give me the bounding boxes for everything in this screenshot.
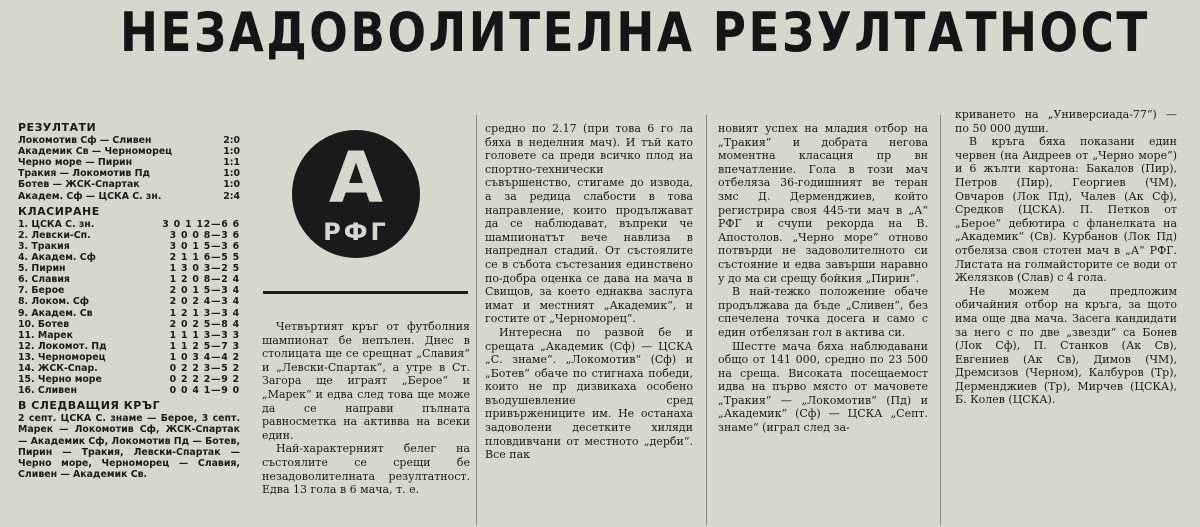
result-teams: Тракия — Локомотив Пд	[18, 168, 151, 180]
standings-row	[18, 374, 240, 385]
standings-table	[18, 219, 240, 397]
column-divider	[476, 115, 477, 525]
standings-row	[18, 252, 240, 263]
standings-row	[18, 285, 240, 296]
standings-team: 13. Черноморец	[18, 351, 106, 363]
next-round-heading: В СЛЕДВАЩИЯ КРЪГ	[18, 399, 161, 413]
article-paragraph: средно по 2.17 (при това 6 го ла бяха в неделния мач). И тъй като головете са преди всичко плод на спортно-технически съвършенство, стигаме до извода, а за редица слабости в това направление, които продължават да се наблюдават, въпреки че шампионатът вече навлиза в напреднал стадий. От състоялите се в събота състезания единствено по-добра оценка се дава на мача в Свищов, за което еднаква заслуга имат и местният „Академик“, и гостите от „Черноморец“.	[485, 122, 693, 326]
standings-row	[18, 308, 240, 319]
standings-stats: 1 3 0 3—2 5	[169, 263, 240, 275]
standings-stats: 3 0 0 8—3 6	[169, 229, 240, 241]
league-logo	[290, 128, 422, 260]
article-paragraph: Шестте мача бяха наблюдавани общо от 141 000, средно по 23 500 на среща. Високата посещаемост идва на първо място от мачовете „Тракия“ — „Локомотив“ (Пд) и „Академик“ (Сф) — ЦСКА „Септ. знаме“ (играл след за-	[718, 339, 928, 435]
column-rule	[263, 291, 468, 294]
standings-row	[18, 385, 240, 396]
article-column-2	[485, 122, 693, 525]
standings-row	[18, 219, 240, 230]
standings-row	[18, 263, 240, 274]
article-paragraph: В кръга бяха показани един червен (на Андреев от „Черно море“) и 6 жълти картона: Бакалов (Пир), Петров (Пир), Георгиев (ЧМ), Овчаров (Лок Пд), Чалев (Ак Сф), Средков (ЦСКА). П. Петков от „Берое“ дебютира с фланелката на „Академик“ (Св). Курбанов (Лок Пд) отбеляза своя стотен мач в „А“ РФГ. Листата на голмайсторите се води от Желязков (Слав) с 4 гола.	[955, 135, 1177, 285]
results-list	[18, 135, 240, 202]
standings-stats: 0 2 2 2—9 2	[169, 374, 240, 386]
result-row	[18, 179, 240, 190]
standings-team: 9. Академ. Св	[18, 307, 93, 319]
article-paragraph: криването на „Универсиада-77“) — по 50 000 души.	[955, 108, 1177, 135]
standings-row	[18, 341, 240, 352]
standings-stats: 0 0 4 1—9 0	[169, 385, 240, 397]
standings-team: 2. Левски-Сп.	[18, 229, 91, 241]
standings-row	[18, 319, 240, 330]
article-paragraph: В най-тежко положение обаче продължава да бъде „Сливен“, без спечелена точка досега и само с един отбелязан гол в актива си.	[718, 285, 928, 339]
result-teams: Черно море — Пирин	[18, 157, 133, 169]
article-column-1	[262, 320, 470, 525]
standings-team: 12. Локомот. Пд	[18, 340, 107, 352]
result-row	[18, 146, 240, 157]
result-row	[18, 168, 240, 179]
standings-team: 5. Пирин	[18, 263, 66, 275]
result-score: 1:0	[223, 179, 240, 191]
standings-stats: 2 0 2 5—8 4	[169, 318, 240, 330]
standings-team: 16. Сливен	[18, 385, 77, 397]
standings-stats: 0 2 2 3—5 2	[169, 362, 240, 374]
standings-team: 3. Тракия	[18, 240, 70, 252]
logo-letter: А	[328, 137, 384, 219]
standings-row	[18, 296, 240, 307]
standings-row	[18, 352, 240, 363]
column-divider	[940, 115, 941, 525]
standings-row	[18, 241, 240, 252]
article-paragraph: новият успех на младия отбор на „Тракия“ и добрата негова моментна класация пр вн впечатление. Гола в този мач отбеляза 36-годишният ве теран змс Д. Дерменджиев, който регистрира своя 445-ти мач в „А“ РФГ и счупи рекорда на В. Апостолов. „Черно море“ отново потвърди не задоволителното си състояние и едва завърши наравно у до ма си срещу бойкия „Пирин“.	[718, 122, 928, 285]
standings-team: 8. Локом. Сф	[18, 296, 90, 308]
standings-heading: КЛАСИРАНЕ	[18, 204, 100, 218]
standings-team: 11. Марек	[18, 329, 73, 341]
article-paragraph: Не можем да предложим обичайния отбор на кръга, за щото има още два мача. Засега кандидати за него с по две „звезди“ са Бонев (Лок Сф), П. Станков (Ак Св), Евгениев (Ак Св), Димов (ЧМ), Дремсизов (Черном), Калбуров (Тр), Дерменджиев (Тр), Мирчев (ЦСКА), Б. Колев (ЦСКА).	[955, 284, 1177, 407]
standings-team: 15. Черно море	[18, 374, 102, 386]
standings-stats: 3 0 1 12—6 6	[162, 218, 240, 230]
result-score: 2:0	[223, 135, 240, 147]
standings-row	[18, 363, 240, 374]
result-teams: Ботев — ЖСК-Спартак	[18, 179, 140, 191]
column-divider	[706, 115, 707, 525]
standings-row	[18, 274, 240, 285]
article-paragraph: Интересна по развой бе и срещата „Академик (Сф) — ЦСКА „С. знаме“. „Локомотив“ (Сф) и „Ботев“ обаче по стигнаха победи, които не пр дизвикаха особено въодушевление сред привържениците им. Не останаха задоволени десетките хиляди пловдивчани от местното „дерби“. Все пак	[485, 325, 693, 462]
standings-stats: 3 0 1 5—3 6	[169, 240, 240, 252]
result-row	[18, 191, 240, 202]
standings-stats: 2 0 1 5—3 4	[169, 285, 240, 297]
result-score: 1:0	[223, 168, 240, 180]
standings-row	[18, 330, 240, 341]
standings-team: 10. Ботев	[18, 318, 70, 330]
standings-stats: 2 0 2 4—3 4	[169, 296, 240, 308]
standings-team: 6. Славия	[18, 274, 70, 286]
article-column-3	[718, 122, 928, 525]
standings-stats: 1 1 2 5—7 3	[169, 340, 240, 352]
article-paragraph: Четвъртият кръг от футболния шампионат бе непълен. Днес в столицата ще се срещнат „Славия“ и „Левски-Спартак“, а утре в Ст. Загора ще играят „Берое“ и „Марек“ и едва след това ще може да се направи пълната равносметка на активва на всеки един.	[262, 320, 470, 442]
result-score: 2:4	[223, 190, 240, 202]
result-row	[18, 135, 240, 146]
result-row	[18, 157, 240, 168]
headline: НЕЗАДОВОЛИТЕЛНА РЕЗУЛТАТНОСТ	[120, 1, 1150, 64]
standings-team: 7. Берое	[18, 285, 65, 297]
result-teams: Локомотив Сф — Сливен	[18, 135, 152, 147]
article-paragraph: Най-характерният белег на състоялите се срещи бе незадоволителната резултатност. Едва 13 гола в 6 мача, т. е.	[262, 442, 470, 497]
article-column-4	[955, 108, 1177, 525]
sidebar-results	[18, 118, 240, 480]
standings-row	[18, 230, 240, 241]
logo-subtext: РФГ	[323, 218, 389, 246]
result-score: 1:0	[223, 146, 240, 158]
standings-stats: 1 2 1 3—3 4	[169, 307, 240, 319]
result-teams: Академик Св — Черноморец	[18, 146, 173, 158]
standings-stats: 1 0 3 4—4 2	[169, 351, 240, 363]
next-round-text: 2 септ. ЦСКА С. знаме — Берое, 3 септ. Марек — Локомотив Сф, ЖСК-Спартак — Академик Сф, Локомотив Пд — Ботев, Пирин — Тракия, Левски-Спартак — Черно море, Черноморец — Славия, Сливен — Академик Св.	[18, 413, 240, 480]
results-heading: РЕЗУЛТАТИ	[18, 121, 97, 134]
standings-stats: 1 2 0 8—2 4	[169, 274, 240, 286]
result-score: 1:1	[223, 157, 240, 169]
standings-team: 14. ЖСК-Спар.	[18, 362, 98, 374]
standings-team: 1. ЦСКА С. зн.	[18, 218, 95, 230]
standings-team: 4. Академ. Сф	[18, 252, 96, 264]
result-teams: Академ. Сф — ЦСКА С. зн.	[18, 190, 162, 202]
standings-stats: 2 1 1 6—5 5	[169, 252, 240, 264]
standings-stats: 1 1 1 3—3 3	[169, 329, 240, 341]
